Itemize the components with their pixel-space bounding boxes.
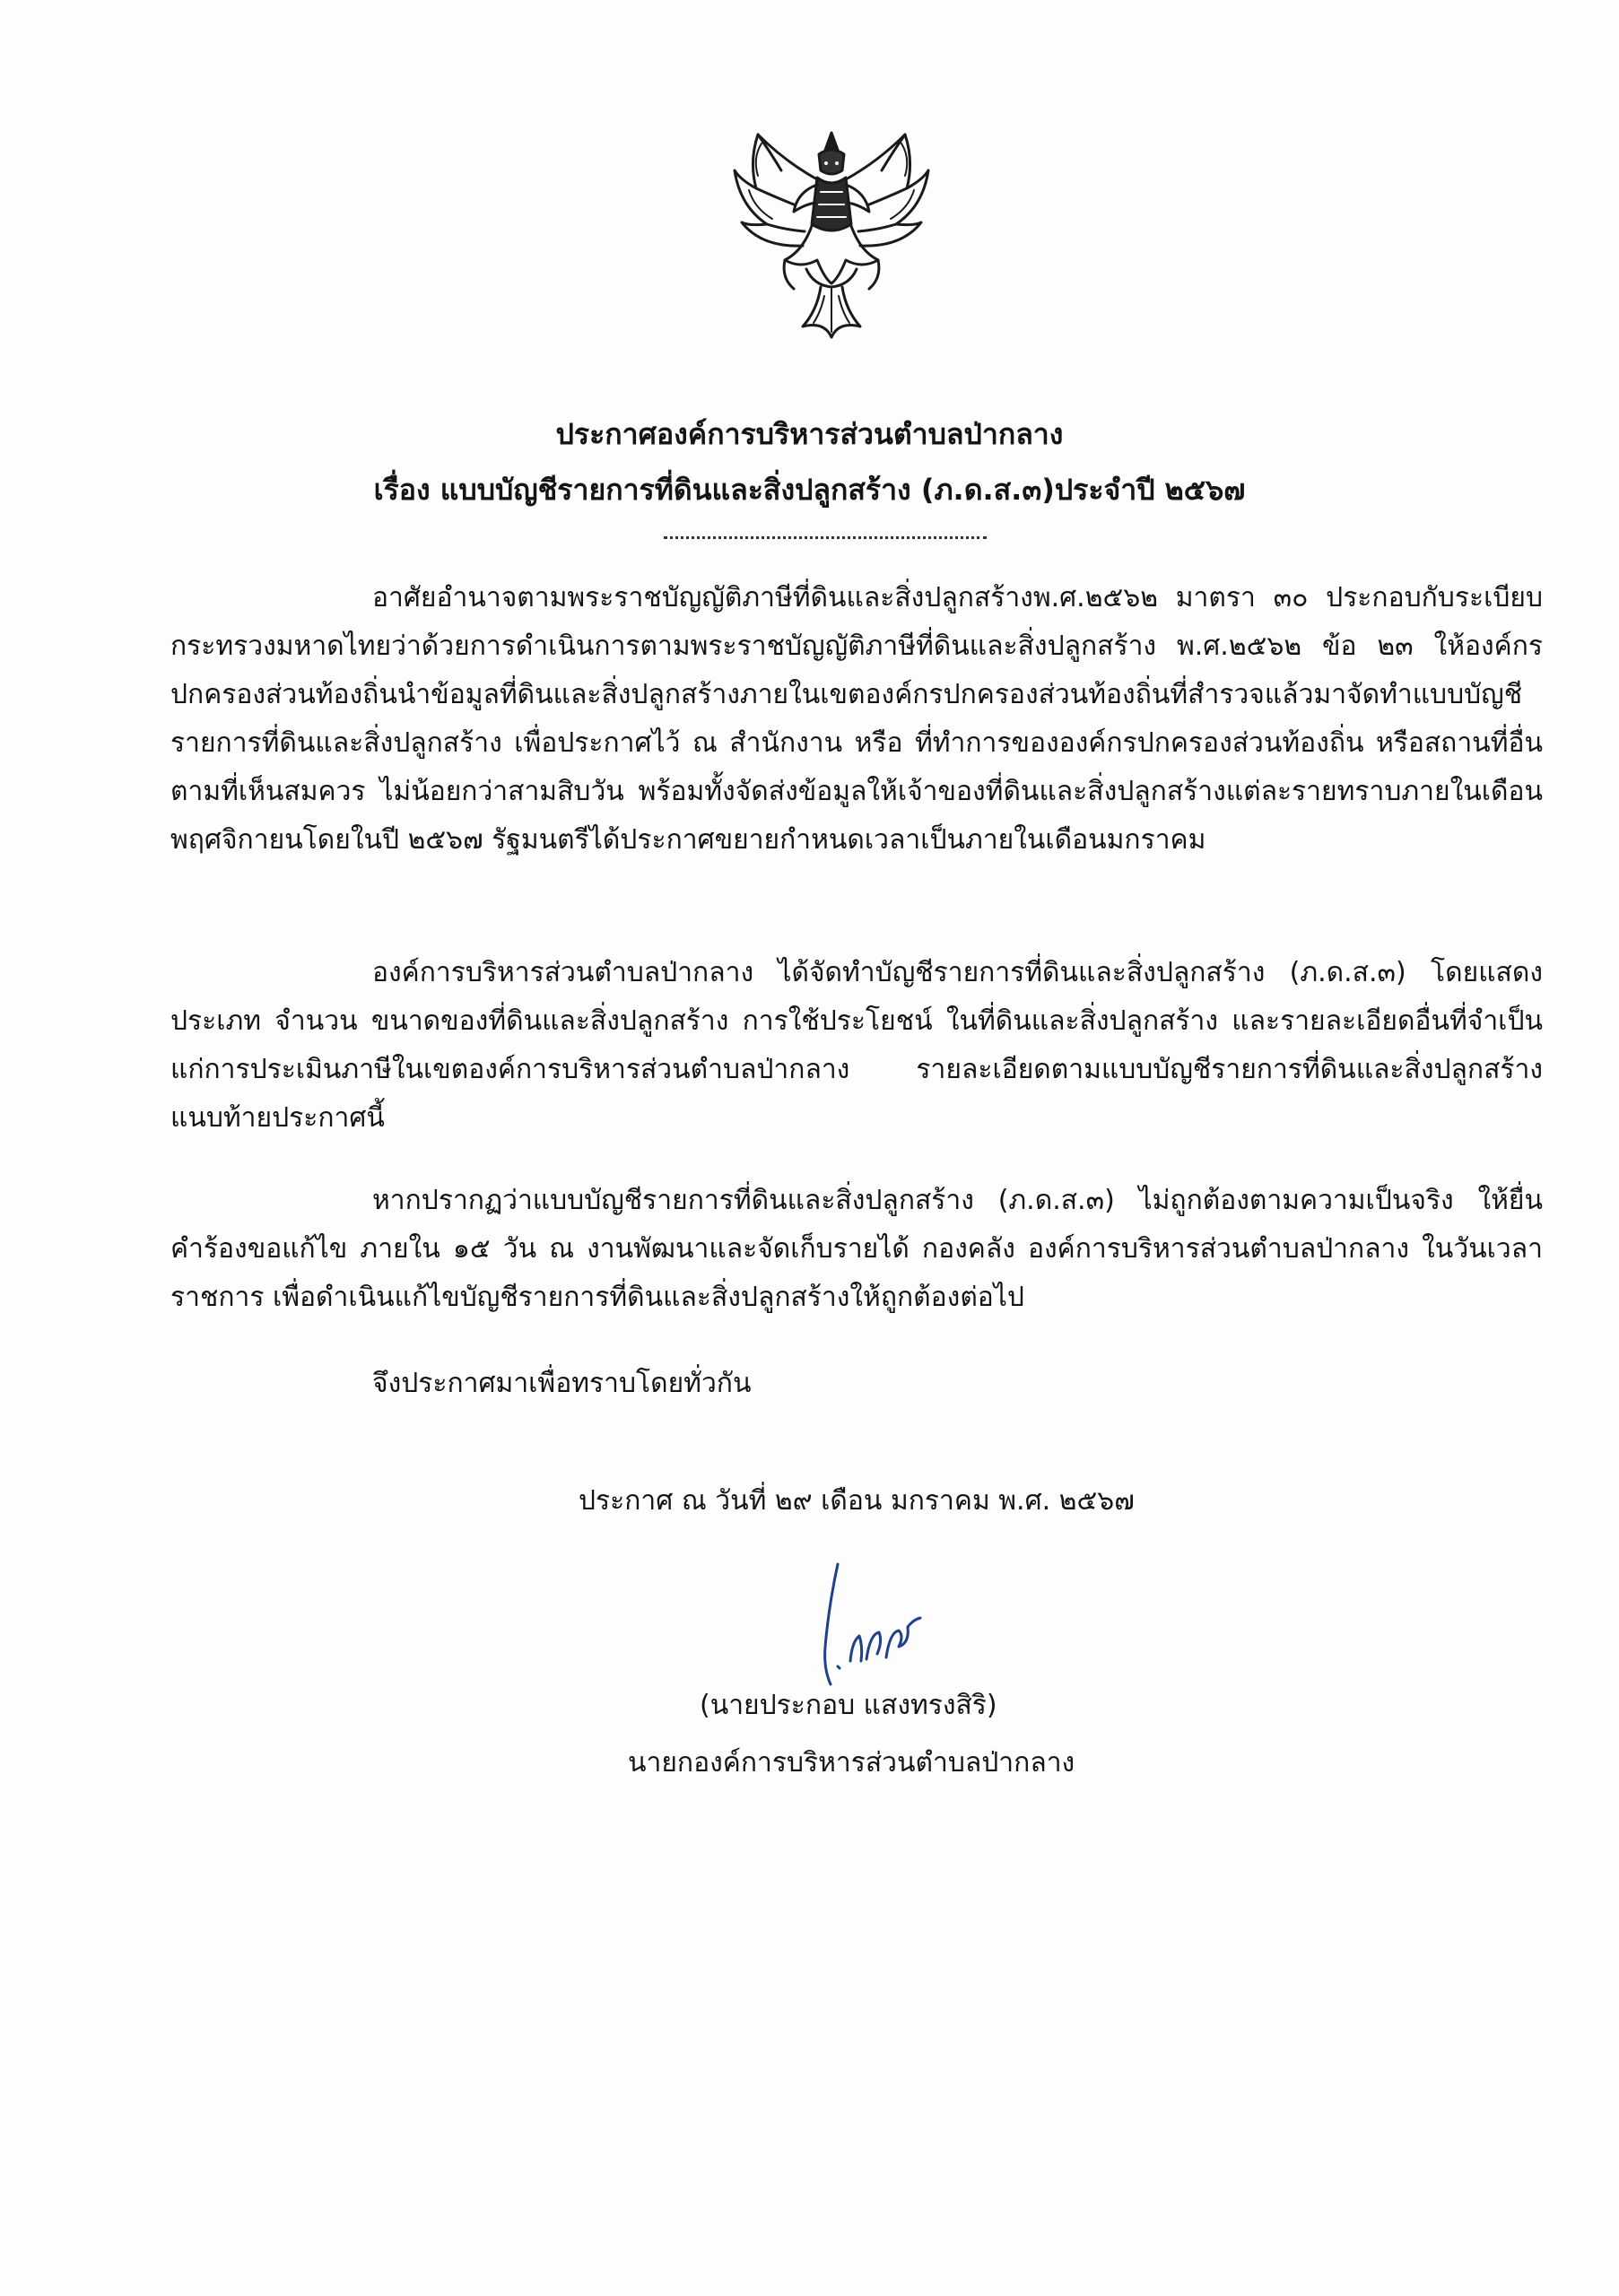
paragraph-correction-request: หากปรากฏว่าแบบบัญชีรายการที่ดินและสิ่งปลูกสร้าง (ภ.ด.ส.๓) ไม่ถูกต้องตามความเป็นจริง ให้ยื่นคำร้องขอแก้ไข ภายใน ๑๕ วัน ณ งานพัฒนาและจัดเก็บรายได้ กองคลัง องค์การบริหารส่วนตำบลป่ากลาง ในวันเวลาราชการ เพื่อดำเนินแก้ไขบัญชีรายการที่ดินและสิ่งปลูกสร้างให้ถูกต้องต่อไป: [170, 1185, 1543, 1313]
signer-name: (นายประกอบ แสงทรงสิริ): [700, 1690, 997, 1721]
paragraph-preparation: องค์การบริหารส่วนตำบลป่ากลาง ได้จัดทำบัญชีรายการที่ดินและสิ่งปลูกสร้าง (ภ.ด.ส.๓) โดยแสดงประเภท จำนวน ขนาดของที่ดินและสิ่งปลูกสร้าง การใช้ประโยชน์ ในที่ดินและสิ่งปลูกสร้าง และรายละเอียดอื่นที่จำเป็นแก่การประเมินภาษีในเขตองค์การบริหารส่วนตำบลป่ากลาง รายละเอียดตามแบบบัญชีรายการที่ดินและสิ่งปลูกสร้าง แนบท้ายประกาศนี้: [170, 957, 1543, 1134]
paragraph-authority: อาศัยอำนาจตามพระราชบัญญัติภาษีที่ดินและสิ่งปลูกสร้างพ.ศ.๒๕๖๒ มาตรา ๓๐ ประกอบกับระเบียบกระทรวงมหาดไทยว่าด้วยการดำเนินการตามพระราชบัญญัติภาษีที่ดินและสิ่งปลูกสร้าง พ.ศ.๒๕๖๒ ข้อ ๒๓ ให้องค์กรปกครองส่วนท้องถิ่นนำข้อมูลที่ดินและสิ่งปลูกสร้างภายในเขตองค์กรปกครองส่วนท้องถิ่นที่สำรวจแล้วมาจัดทำแบบบัญชีรายการที่ดินและสิ่งปลูกสร้าง เพื่อประกาศไว้ ณ สำนักงาน หรือ ที่ทำการขององค์กรปกครองส่วนท้องถิ่น หรือสถานที่อื่นตามที่เห็นสมควร ไม่น้อยกว่าสามสิบวัน พร้อมทั้งจัดส่งข้อมูลให้เจ้าของที่ดินและสิ่งปลูกสร้างแต่ละรายทราบภายในเดือนพฤศจิกายนโดยในปี ๒๕๖๗ รัฐมนตรีได้ประกาศขยายกำหนดเวลาเป็นภายในเดือนมกราคม: [170, 582, 1543, 856]
signer-position: นายกองค์การบริหารส่วนตำบลป่ากลาง: [628, 1747, 1075, 1779]
announcement-subject: เรื่อง แบบบัญชีรายการที่ดินและสิ่งปลูกสร้าง (ภ.ด.ส.๓)ประจำปี ๒๕๖๗: [373, 473, 1246, 507]
title-separator: [664, 536, 987, 539]
paragraph-closing: จึงประกาศมาเพื่อทราบโดยทั่วกัน: [372, 1368, 752, 1399]
announcement-title: ประกาศองค์การบริหารส่วนตำบลป่ากลาง: [555, 417, 1064, 451]
announcement-date: ประกาศ ณ วันที่ ๒๙ เดือน มกราคม พ.ศ. ๒๕๖๗: [579, 1485, 1135, 1517]
handwritten-signature-icon: [773, 1561, 953, 1695]
garuda-emblem-icon: [731, 126, 933, 341]
